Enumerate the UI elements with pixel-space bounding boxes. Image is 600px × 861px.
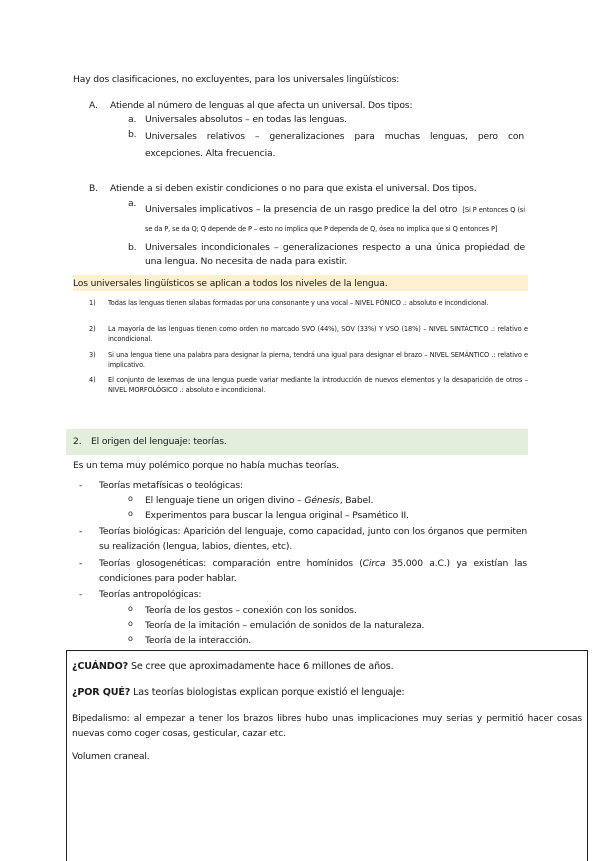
circa-italic: Circa	[362, 558, 386, 569]
dash-bullet: -	[79, 480, 83, 491]
section-2-marker: 2.	[73, 436, 82, 447]
theory-biological: Teorías biológicas: Aparición del lenguaje, como capacidad, junto con los órganos que permiten su realización (lengua, labios, dientes, etc).	[99, 526, 527, 552]
why-label: ¿POR QUÉ?	[72, 687, 131, 698]
dash-bullet: -	[79, 589, 83, 600]
theory-anthropological: Teorías antropológicas:	[99, 589, 202, 600]
sub-text: El lenguaje tiene un origen divino –	[145, 495, 305, 506]
sub-text: Teorías glosogenéticas: comparación entre homínidos (	[99, 558, 363, 569]
theory-metaphysical-sub-1	[145, 494, 373, 507]
why-line	[72, 686, 405, 700]
section-2-intro: Es un tema muy polémico porque no había muchas teorías.	[73, 460, 340, 471]
level-item-3: Si una lengua tiene una palabra para designar la pierna, tendrá una igual para designar el brazo – NIVEL SEMÁNTICO .: relativo e implicativo.	[108, 351, 528, 369]
bipedalism-paragraph: Bipedalismo: al empezar a tener los brazos libres hubo unas implicaciones muy serias y permitió hacer cosas nuevas como coger cosas, gesticular, cazar etc.	[72, 713, 582, 739]
dash-bullet: -	[79, 558, 83, 569]
theory-anthropological-sub-1: Teoría de los gestos – conexión con los sonidos.	[145, 605, 357, 616]
when-line	[72, 660, 394, 674]
theory-anthropological-sub-2: Teoría de la imitación – emulación de sonidos de la naturaleza.	[145, 620, 425, 631]
section-b-item-1-note: [Si P entonces Q (si se da P, se da Q; Q depende de P – esto no implica que P dependa de Q, ósea no implica que si Q entonces P]	[145, 206, 525, 233]
section-b-item-marker: a.	[128, 198, 137, 209]
level-item-4: El conjunto de lexemas de una lengua puede variar mediante la introducción de nuevos elementos y la desaparición de otros – NIVEL MORFOLÓGICO .: absoluto e incondicional.	[108, 376, 528, 394]
genesis-italic: Génesis	[304, 495, 340, 506]
section-a-item-marker: a.	[128, 114, 137, 125]
circle-bullet: o	[128, 494, 133, 503]
level-item-2: La mayoría de las lenguas tienen como orden no marcado SVO (44%), SOV (33%) Y VSO (18%) – NIVEL SINTÁCTICO .: relativo e incondicional.	[108, 325, 528, 343]
section-b-marker: B.	[89, 183, 98, 194]
section-a-marker: A.	[89, 100, 98, 111]
circle-bullet: o	[128, 509, 133, 518]
section-b-item-marker: b.	[128, 242, 137, 253]
universals-levels-heading: Los universales lingüísticos se aplican a todos los niveles de la lengua.	[73, 278, 388, 289]
when-label: ¿CUÁNDO?	[72, 661, 129, 672]
section-2-title: El origen del lenguaje: teorías.	[91, 436, 227, 447]
circle-bullet: o	[128, 634, 133, 643]
theory-glossogenetic	[99, 557, 527, 586]
section-b-text: Atiende a si deben existir condiciones o no para que exista el universal. Dos tipos.	[110, 183, 477, 194]
level-item-1: Todas las lenguas tienen sílabas formadas por una consonante y una vocal – NIVEL FÓNICO .: absoluto e incondicional.	[108, 299, 489, 307]
sub-text: 35.000 a.C.) ya existían las condiciones para poder hablar.	[99, 558, 527, 584]
circle-bullet: o	[128, 619, 133, 628]
level-marker: 2)	[89, 325, 96, 333]
level-marker: 4)	[89, 376, 96, 384]
section-a-item-1: Universales absolutos – en todas las lenguas.	[145, 114, 347, 125]
section-b-item-2: Universales incondicionales – generalizaciones respecto a una única propiedad de una lengua. No necesita de nada para existir.	[145, 242, 525, 267]
why-answer: Las teorías biologistas explican porque existió el lenguaje:	[130, 687, 405, 698]
section-b-item-1	[145, 197, 525, 235]
when-answer: Se cree que aproximadamente hace 6 millones de años.	[128, 661, 394, 672]
theory-metaphysical: Teorías metafísicas o teológicas:	[99, 480, 243, 491]
intro-text: Hay dos clasificaciones, no excluyentes, para los universales lingüísticos:	[73, 74, 400, 85]
level-marker: 3)	[89, 351, 96, 359]
theory-metaphysical-sub-2: Experimentos para buscar la lengua original – Psamético II.	[145, 510, 409, 521]
theory-anthropological-sub-3: Teoría de la interacción.	[145, 635, 252, 646]
section-a-text: Atiende al número de lenguas al que afecta un universal. Dos tipos:	[110, 100, 413, 111]
level-marker: 1)	[89, 299, 96, 307]
section-a-item-2: Universales relativos – generalizaciones para muchas lenguas, pero con excepciones. Alta frecuencia.	[145, 131, 524, 159]
section-a-item-marker: b.	[128, 129, 137, 140]
circle-bullet: o	[128, 604, 133, 613]
sub-text: , Babel.	[339, 495, 374, 506]
section-b-item-1-text: Universales implicativos – la presencia de un rasgo predice la del otro	[145, 204, 458, 215]
dash-bullet: -	[79, 526, 83, 537]
cranial-volume: Volumen craneal.	[72, 751, 150, 762]
